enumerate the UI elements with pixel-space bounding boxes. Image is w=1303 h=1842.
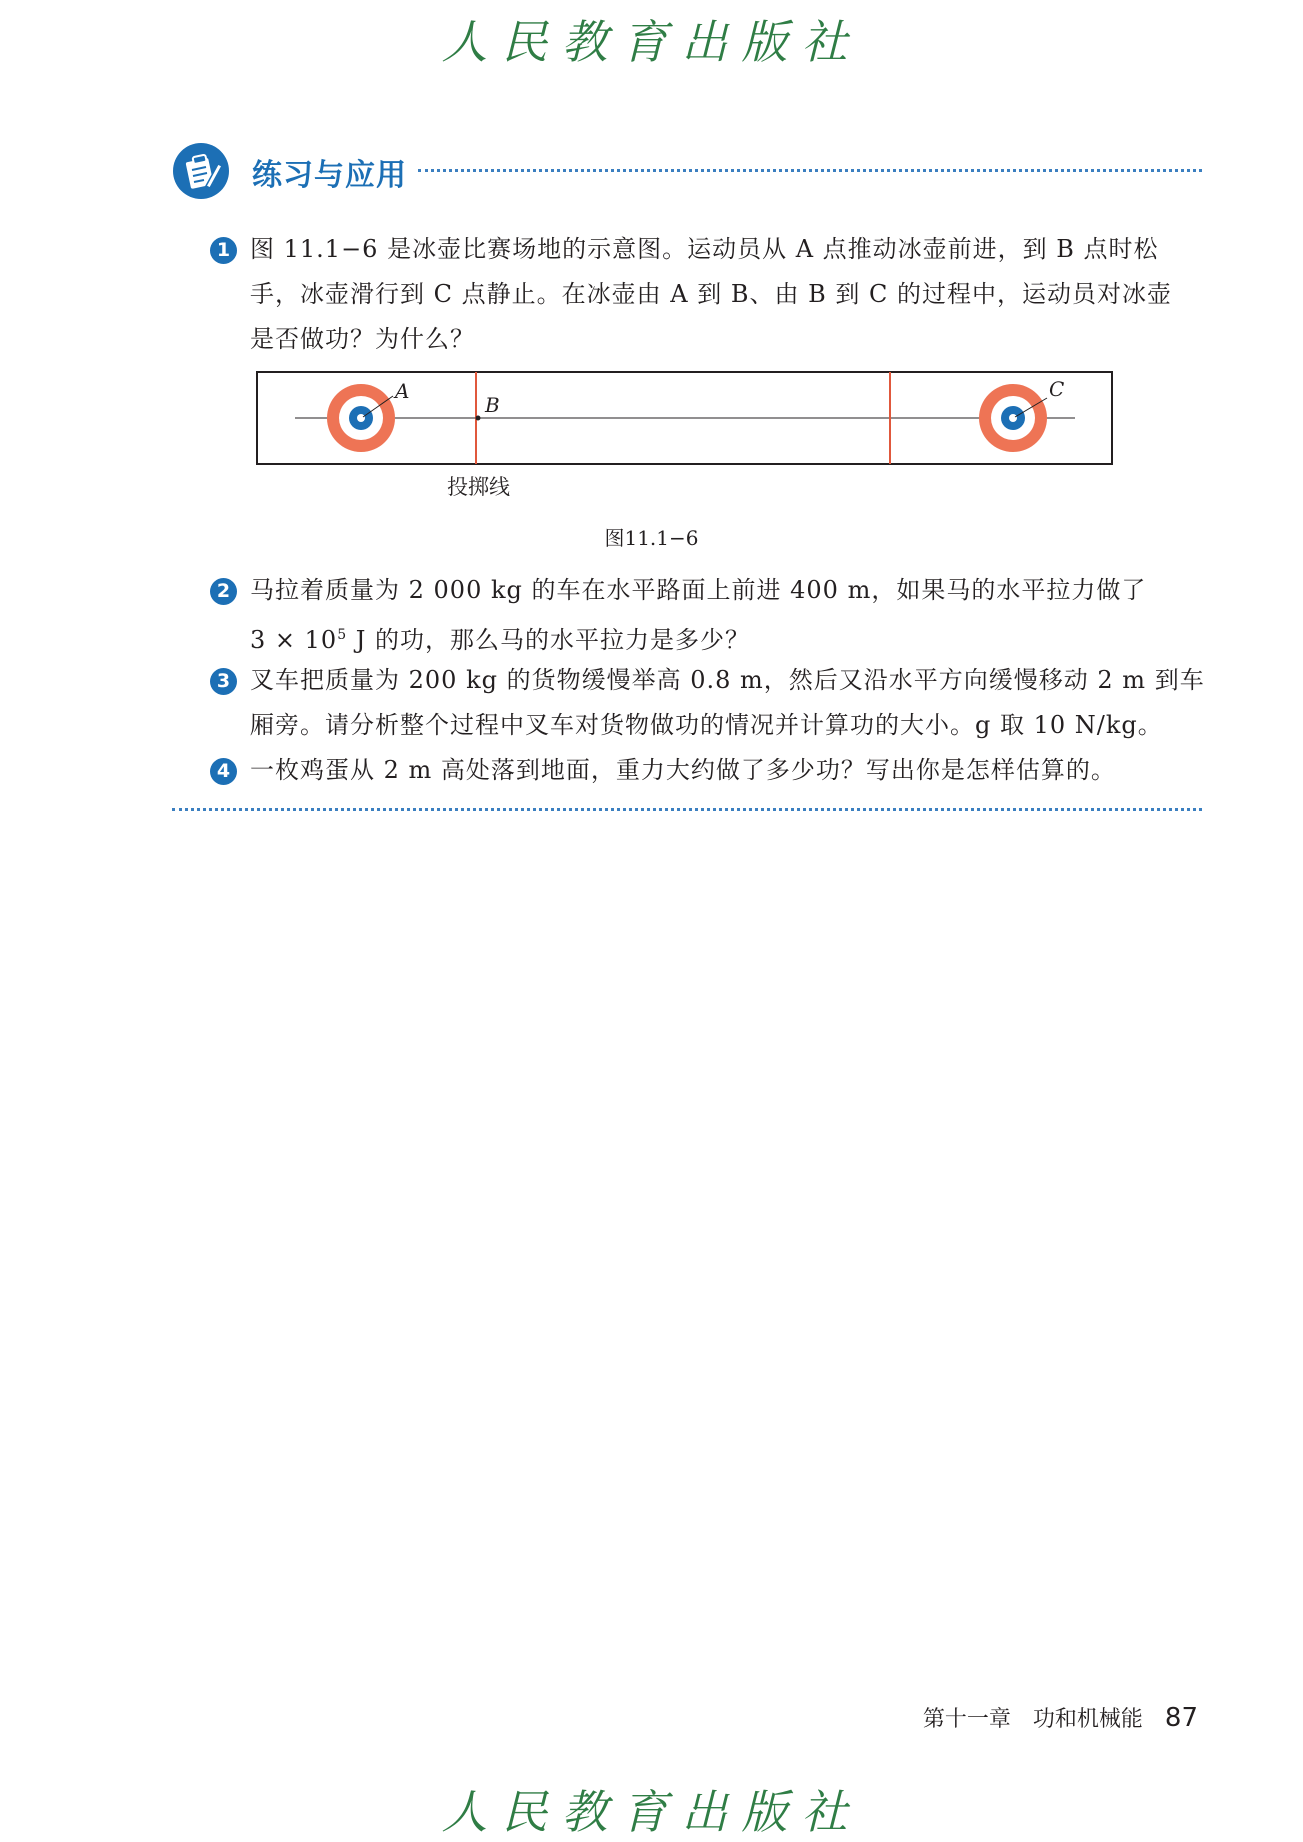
question-text-line: 手，冰壶滑行到 C 点静止。在冰壶由 A 到 B、由 B 到 C 的过程中，运动员对冰壶 <box>250 280 1172 308</box>
question-number-badge: 1 <box>210 237 237 264</box>
question-1 <box>216 227 1180 362</box>
question-2 <box>216 568 1180 663</box>
formula-rest: J 的功，那么马的水平拉力是多少？ <box>347 626 750 654</box>
target-house-c <box>979 384 1047 452</box>
publisher-watermark-top: 人民教育出版社 <box>441 15 862 69</box>
question-text-line: 图 11.1−6 是冰壶比赛场地的示意图。运动员从 A 点推动冰壶前进，到 B 点时松 <box>250 235 1159 263</box>
formula-base: 3 × 10 <box>250 626 338 654</box>
section-header <box>172 142 1202 202</box>
question-text-line: 厢旁。请分析整个过程中叉车对货物做功的情况并计算功的大小。g 取 10 N/kg。 <box>250 711 1163 739</box>
curling-field-diagram <box>255 370 1115 510</box>
question-number-badge: 3 <box>210 668 237 695</box>
question-text-line: 一枚鸡蛋从 2 m 高处落到地面，重力大约做了多少功？写出你是怎样估算的。 <box>250 756 1116 784</box>
question-text-line <box>250 613 1180 663</box>
target-house-a <box>327 384 395 452</box>
section-bottom-dotted-rule <box>172 808 1202 811</box>
page-number: 87 <box>1164 1703 1198 1733</box>
clipboard-pencil-icon <box>172 142 230 200</box>
chapter-title: 第十一章 功和机械能 <box>922 1707 1143 1732</box>
question-text-line: 马拉着质量为 2 000 kg 的车在水平路面上前进 400 m，如果马的水平拉力做了 <box>250 576 1147 604</box>
figure-caption: 图11.1−6 <box>604 526 699 550</box>
question-4 <box>216 748 1180 793</box>
formula-exponent: 5 <box>337 627 348 643</box>
throwing-line-label: 投掷线 <box>447 475 510 499</box>
point-a-label: A <box>395 379 410 403</box>
point-b-dot <box>476 416 481 421</box>
question-number-badge: 4 <box>210 758 237 785</box>
question-number-badge: 2 <box>210 578 237 605</box>
question-text-line: 是否做功？为什么？ <box>250 325 475 353</box>
header-dotted-rule <box>418 169 1202 172</box>
question-3 <box>216 658 1205 748</box>
question-text-line: 叉车把质量为 200 kg 的货物缓慢举高 0.8 m，然后又沿水平方向缓慢移动 2 m 到车 <box>250 666 1205 694</box>
page-footer <box>923 1702 1198 1733</box>
publisher-watermark-bottom: 人民教育出版社 <box>441 1785 862 1839</box>
point-c-label: C <box>1049 377 1065 401</box>
section-title: 练习与应用 <box>252 158 407 193</box>
point-b-label: B <box>485 393 500 417</box>
